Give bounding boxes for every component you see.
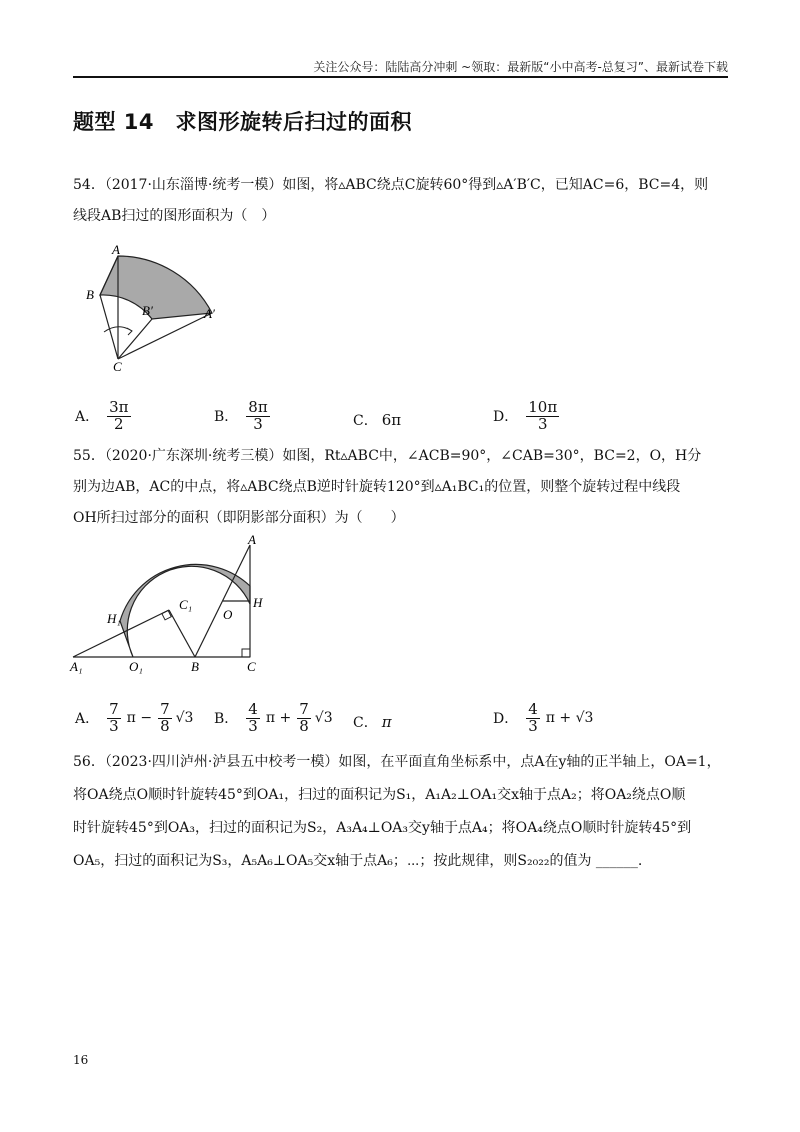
question-54-figure <box>80 240 230 375</box>
label-c1: C₁ <box>179 597 193 612</box>
question-55-line: 别为边AB，AC的中点，将▵ABC绕点B逆时针旋转120°到▵A₁BC₁的位置，则整个旋转过程中线段 <box>73 479 681 495</box>
label-h: H <box>253 595 263 610</box>
label-a: A <box>112 242 120 257</box>
question-56-line: 时针旋转45°到OA₃，扫过的面积记为S₂，A₃A₄⊥OA₃交y轴于点A₄；将OA₄绕点O顺时针旋转45°到 <box>73 820 692 836</box>
q55-option-b[interactable]: B． $\frac{4}{3}$ π + $\frac{7}{8}$ √3 <box>214 700 333 735</box>
question-54-line: 线段AB扫过的图形面积为（ ） <box>73 208 276 224</box>
segment-a2c <box>118 313 212 359</box>
segment-bc1 <box>169 610 195 657</box>
label-c: C <box>113 359 122 374</box>
label-b: B <box>86 287 94 302</box>
question-55-text <box>73 441 733 534</box>
q54-option-b[interactable]: B． $\frac{8\pi}{3}$ <box>214 398 268 433</box>
swept-region <box>100 256 212 319</box>
label-b: B <box>191 659 199 674</box>
label-o1: O₁ <box>129 659 143 674</box>
question-56-line: 将OA绕点O顺时针旋转45°到OA₁，扫过的面积记为S₁，A₁A₂⊥OA₁交x轴于点A₂；将OA₂绕点O顺 <box>73 787 686 803</box>
label-c: C <box>247 659 256 674</box>
question-55-figure <box>65 535 275 680</box>
question-56-line: 56．（2023·四川泸州·泸县五中校考一模）如图，在平面直角坐标系中，点A在y轴的正半轴上，OA=1， <box>73 754 721 770</box>
q54-option-c[interactable]: C． 6π <box>353 411 402 429</box>
question-56-line: OA₅，扫过的面积记为S₃，A₅A₆⊥OA₅交x轴于点A₆；⋯；按此规律，则S₂₀₂₂的值为 ______. <box>73 853 643 869</box>
right-angle-c <box>242 649 250 657</box>
q55-option-c[interactable]: C． π <box>353 713 392 731</box>
header-divider <box>73 76 728 78</box>
q54-option-d[interactable]: D． $\frac{10\pi}{3}$ <box>493 398 558 433</box>
label-a: A <box>248 535 256 547</box>
label-a-prime: A′ <box>204 306 215 321</box>
label-b-prime: B′ <box>142 303 153 318</box>
page-header: 关注公众号：陆陆高分冲刺 ~领取：最新版“小中高考-总复习”、最新试卷下载 <box>313 60 728 74</box>
question-56-text <box>73 746 733 878</box>
label-h1: H₁ <box>107 611 121 626</box>
question-54-text <box>73 170 733 232</box>
q55-option-d[interactable]: D． $\frac{4}{3}$ π + √3 <box>493 700 594 735</box>
q55-option-a[interactable]: A． $\frac{7}{3}$ π − $\frac{7}{8}$ √3 <box>75 700 194 735</box>
question-54-line: 54．（2017·山东淄博·统考一模）如图，将▵ABC绕点C旋转60°得到▵A′B′C，已知AC=6，BC=4，则 <box>73 177 709 193</box>
label-o: O <box>223 607 233 622</box>
question-55-line: OH所扫过部分的面积（即阴影部分面积）为（ ） <box>73 510 405 526</box>
label-a1: A₁ <box>70 659 83 674</box>
question-55-line: 55．（2020·广东深圳·统考三模）如图，Rt▵ABC中，∠ACB=90°，∠CAB=30°，BC=2，O，H分 <box>73 448 702 464</box>
q54-option-a[interactable]: A． $\frac{3\pi}{2}$ <box>75 398 129 433</box>
section-title: 题型 14 求图形旋转后扫过的面积 <box>73 110 413 134</box>
segment-b2c <box>118 319 152 359</box>
page-number: 16 <box>73 1053 89 1067</box>
